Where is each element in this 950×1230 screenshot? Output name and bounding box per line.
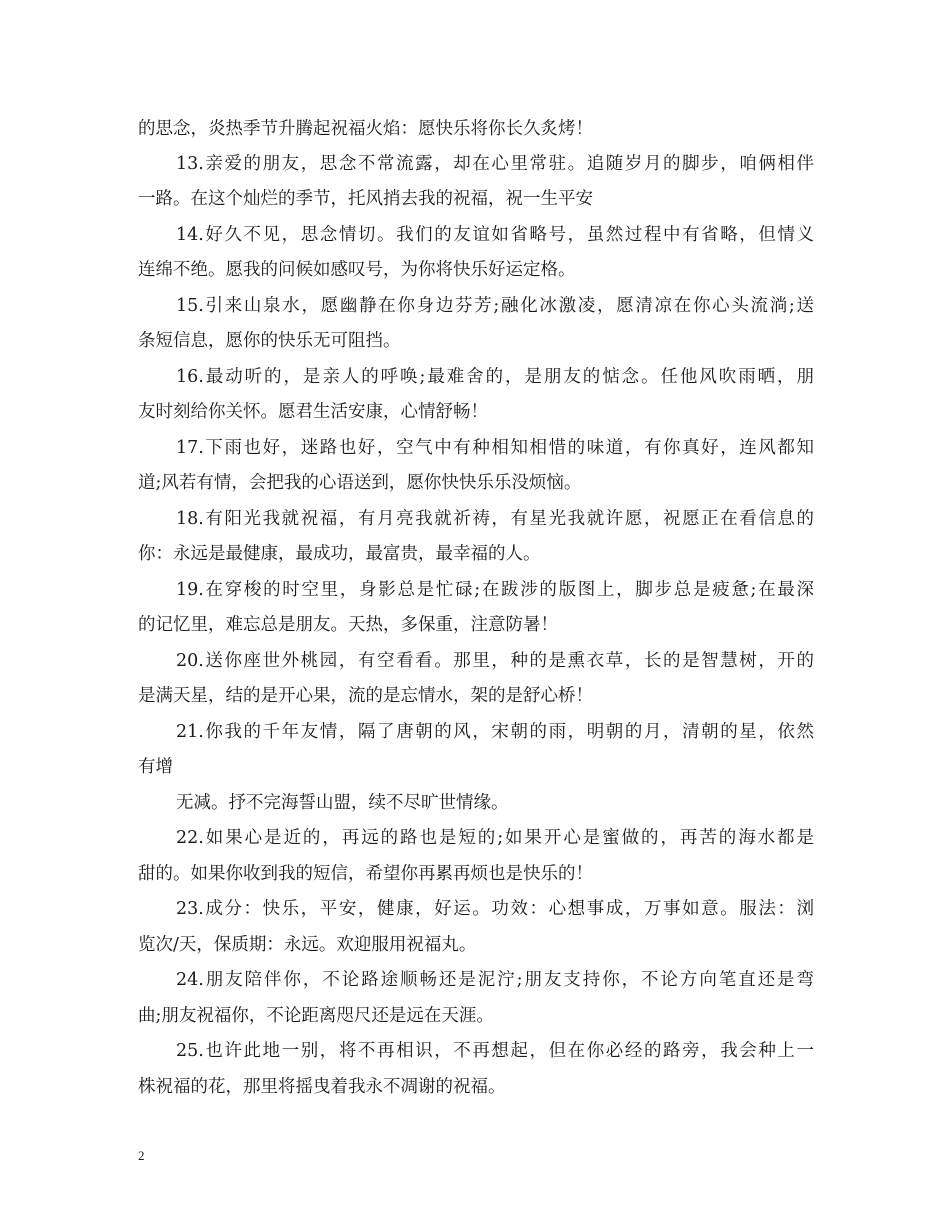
paragraph-22-line-1: 22.如果心是近的，再远的路也是短的;如果开心是蜜做的，再苦的海水都是	[176, 828, 814, 848]
text-line: 的思念，炎热季节升腾起祝福火焰：愿快乐将你长久炙烤！	[138, 119, 593, 139]
paragraph-18-line-2: 你：永远是最健康，最成功，最富贵，最幸福的人。	[138, 544, 541, 564]
paragraph-18-line-1: 18.有阳光我就祝福，有月亮我就祈祷，有星光我就许愿，祝愿正在看信息的	[176, 509, 814, 529]
paragraph-15-line-1: 15.引来山泉水，愿幽静在你身边芬芳;融化冰激凌，愿清凉在你心头流淌;送	[176, 296, 814, 316]
paragraph-25-line-2: 株祝福的花，那里将摇曳着我永不凋谢的祝福。	[138, 1077, 506, 1097]
paragraph-13-line-2: 一路。在这个灿烂的季节，托风捎去我的祝福，祝一生平安	[138, 189, 593, 209]
paragraph-24-line-2: 曲;朋友祝福你，不论距离咫尺还是远在天涯。	[138, 1006, 494, 1026]
paragraph-22-line-2: 甜的。如果你收到我的短信，希望你再累再烦也是快乐的！	[138, 864, 593, 884]
paragraph-24-line-1: 24.朋友陪伴你，不论路途顺畅还是泥泞;朋友支持你，不论方向笔直还是弯	[176, 970, 814, 990]
paragraph-17-line-2: 道;风若有情，会把我的心语送到，愿你快快乐乐没烦恼。	[138, 473, 582, 493]
paragraph-17-line-1: 17.下雨也好，迷路也好，空气中有种相知相惜的味道，有你真好，连风都知	[176, 438, 814, 458]
paragraph-16-line-1: 16.最动听的，是亲人的呼唤;最难舍的，是朋友的惦念。任他风吹雨晒，朋	[176, 367, 814, 387]
paragraph-16-line-2: 友时刻给你关怀。愿君生活安康，心情舒畅！	[138, 402, 488, 422]
paragraph-19-line-2: 的记忆里，难忘总是朋友。天热，多保重，注意防暑！	[138, 615, 558, 635]
paragraph-19-line-1: 19.在穿梭的时空里，身影总是忙碌;在跋涉的版图上，脚步总是疲惫;在最深	[176, 580, 814, 600]
paragraph-14-line-1: 14.好久不见，思念情切。我们的友谊如省略号，虽然过程中有省略，但情义	[176, 225, 814, 245]
paragraph-23-line-1: 23.成分：快乐，平安，健康，好运。功效：心想事成，万事如意。服法：浏	[176, 899, 814, 919]
page-number: 2	[138, 1148, 145, 1163]
paragraph-21-line-3: 无减。抒不完海誓山盟，续不尽旷世情缘。	[176, 793, 509, 813]
paragraph-21-line-1: 21.你我的千年友情，隔了唐朝的风，宋朝的雨，明朝的月，清朝的星，依然	[176, 722, 814, 742]
paragraph-14-line-2: 连绵不绝。愿我的问候如感叹号，为你将快乐好运定格。	[138, 260, 576, 280]
paragraph-21-line-2: 有增	[138, 757, 173, 777]
paragraph-13-line-1: 13.亲爱的朋友，思念不常流露，却在心里常驻。追随岁月的脚步，咱俩相伴	[176, 154, 814, 174]
paragraph-20-line-1: 20.送你座世外桃园，有空看看。那里，种的是熏衣草，长的是智慧树，开的	[176, 651, 814, 671]
paragraph-20-line-2: 是满天星，结的是开心果，流的是忘情水，架的是舒心桥！	[138, 686, 593, 706]
paragraph-25-line-1: 25.也许此地一别，将不再相识，不再想起，但在你必经的路旁，我会种上一	[176, 1041, 814, 1061]
paragraph-15-line-2: 条短信息，愿你的快乐无可阻挡。	[138, 331, 401, 351]
paragraph-23-line-2: 览次/天，保质期：永远。欢迎服用祝福丸。	[138, 935, 477, 955]
